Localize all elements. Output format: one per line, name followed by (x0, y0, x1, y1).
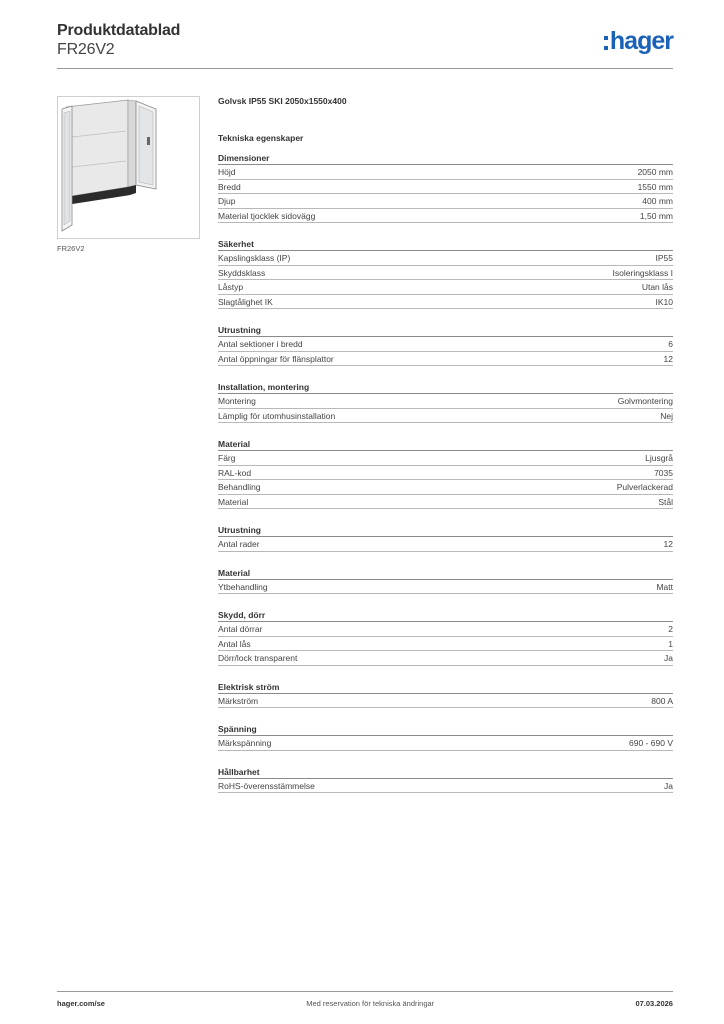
spec-label: Djup (218, 196, 236, 206)
spec-row (218, 180, 673, 195)
spec-value: Isoleringsklass I (612, 267, 673, 278)
spec-group-title: Elektrisk ström (218, 681, 673, 694)
product-name: Golvsk IP55 SKI 2050x1550x400 (218, 96, 347, 106)
spec-value: 2 (668, 624, 673, 634)
spec-group-title: Dimensioner (218, 152, 673, 165)
spec-group-title: Utrustning (218, 324, 673, 337)
spec-label: Låstyp (218, 282, 244, 292)
spec-row (218, 779, 673, 794)
spec-row (218, 451, 673, 466)
spec-value: IP55 (655, 253, 673, 263)
spec-label: Antal sektioner i bredd (218, 339, 303, 349)
section-heading: Tekniska egenskaper (218, 133, 304, 143)
spec-value: 12 (663, 539, 673, 549)
spec-row (218, 466, 673, 481)
image-caption: FR26V2 (57, 244, 85, 253)
spec-row (218, 651, 673, 666)
logo-text: hager (609, 27, 673, 55)
spec-group (218, 381, 673, 423)
hager-logo (604, 28, 673, 54)
spec-row (218, 736, 673, 751)
spec-value: 690 - 690 V (629, 738, 673, 748)
spec-label: Material (218, 496, 249, 507)
spec-label: RoHS-överensstämmelse (218, 780, 315, 791)
spec-group (218, 766, 673, 794)
product-image (57, 96, 200, 239)
spec-label: Ytbehandling (218, 581, 268, 592)
spec-row (218, 266, 673, 281)
spec-value: Stål (658, 496, 673, 507)
cabinet-icon (58, 97, 199, 238)
spec-label: Kapslingsklass (IP) (218, 253, 291, 263)
spec-label: Behandling (218, 482, 261, 492)
footer-disclaimer: Med reservation för tekniska ändringar (306, 999, 435, 1008)
spec-group (218, 681, 673, 709)
product-code: FR26V2 (57, 41, 115, 58)
footer-date: 07.03.2026 (635, 999, 673, 1008)
spec-value: Ja (664, 653, 673, 663)
spec-value: 12 (663, 353, 673, 364)
spec-value: Golvmontering (617, 396, 673, 406)
spec-label: Färg (218, 453, 236, 463)
spec-row (218, 295, 673, 310)
spec-group-title: Material (218, 567, 673, 580)
spec-value: Nej (660, 410, 673, 421)
spec-group (218, 723, 673, 751)
spec-row (218, 622, 673, 637)
spec-label: Slagtålighet IK (218, 296, 273, 307)
spec-row (218, 394, 673, 409)
spec-row (218, 580, 673, 595)
spec-row (218, 480, 673, 495)
spec-label: Bredd (218, 181, 241, 192)
spec-label: Märkström (218, 695, 259, 706)
spec-label: Antal rader (218, 539, 260, 549)
spec-content (218, 96, 673, 793)
spec-value: 1550 mm (637, 181, 673, 192)
spec-group-title: Installation, montering (218, 381, 673, 394)
spec-row (218, 694, 673, 709)
spec-row (218, 537, 673, 552)
spec-group (218, 524, 673, 552)
spec-row (218, 337, 673, 352)
spec-group-title: Spänning (218, 723, 673, 736)
spec-value: Ljusgrå (645, 453, 673, 463)
spec-value: Matt (656, 581, 673, 592)
spec-row (218, 194, 673, 209)
logo-mark-icon (604, 36, 608, 50)
spec-value: Pulverlackerad (616, 482, 673, 492)
spec-value: 800 A (651, 695, 673, 706)
spec-row (218, 251, 673, 266)
spec-group-title: Hållbarhet (218, 766, 673, 779)
spec-row (218, 209, 673, 224)
spec-label: Montering (218, 396, 256, 406)
footer-website[interactable]: hager.com/se (57, 999, 105, 1008)
spec-row (218, 280, 673, 295)
spec-groups (218, 152, 673, 793)
document-title: Produktdatablad (57, 22, 181, 39)
spec-label: RAL-kod (218, 467, 252, 478)
spec-value: 1 (668, 638, 673, 649)
spec-value: 2050 mm (637, 167, 673, 177)
spec-group (218, 152, 673, 223)
spec-row (218, 352, 673, 367)
spec-label: Antal dörrar (218, 624, 263, 634)
spec-group-title: Material (218, 438, 673, 451)
spec-label: Material tjocklek sidovägg (218, 210, 316, 221)
spec-label: Antal öppningar för flänsplattor (218, 353, 334, 364)
spec-value: IK10 (655, 296, 673, 307)
spec-value: Utan lås (641, 282, 673, 292)
spec-group-title: Skydd, dörr (218, 609, 673, 622)
page-footer (57, 991, 673, 1008)
spec-group (218, 238, 673, 309)
spec-label: Skyddsklass (218, 267, 266, 278)
spec-group-title: Säkerhet (218, 238, 673, 251)
spec-group (218, 438, 673, 509)
spec-group-title: Utrustning (218, 524, 673, 537)
spec-label: Antal lås (218, 638, 251, 649)
spec-value: Ja (664, 780, 673, 791)
spec-group (218, 324, 673, 366)
spec-value: 7035 (654, 467, 673, 478)
spec-row (218, 409, 673, 424)
spec-row (218, 637, 673, 652)
spec-value: 6 (668, 339, 673, 349)
page-header (57, 22, 673, 69)
spec-label: Dörr/lock transparent (218, 653, 298, 663)
spec-label: Höjd (218, 167, 236, 177)
spec-group (218, 609, 673, 666)
spec-value: 400 mm (642, 196, 673, 206)
spec-group (218, 567, 673, 595)
spec-label: Lämplig för utomhusinstallation (218, 410, 336, 421)
spec-label: Märkspänning (218, 738, 272, 748)
spec-value: 1,50 mm (639, 210, 673, 221)
spec-row (218, 495, 673, 510)
spec-row (218, 165, 673, 180)
